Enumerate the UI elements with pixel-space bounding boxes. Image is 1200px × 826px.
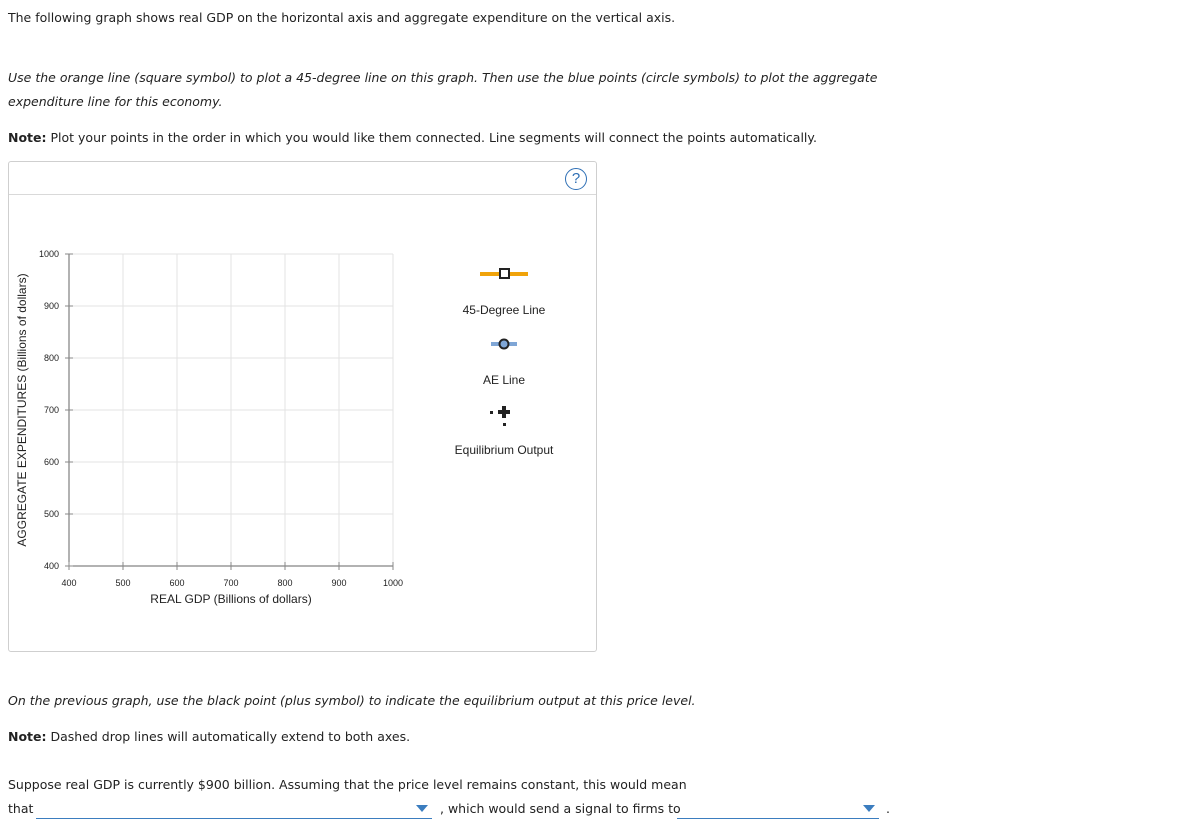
graph-panel [8,161,597,652]
help-button[interactable]: ? [565,168,587,190]
square-marker-icon [500,269,509,278]
legend-ae-line-label: AE Line [482,373,526,387]
question-middle: , which would send a signal to firms to [440,801,681,816]
chevron-down-icon [863,805,875,812]
instruction-equilibrium: On the previous graph, use the black point (plus symbol) to indicate the equilibrium output at this price level. [8,693,696,708]
x-tick-label: 1000 [382,578,404,588]
y-axis-title: AGGREGATE EXPENDITURES (Billions of dollars) [15,273,29,547]
gdp-situation-dropdown[interactable] [36,798,432,819]
circle-marker-icon [500,340,509,349]
y-tick-label: 600 [43,457,59,467]
x-tick-label: 500 [115,578,131,588]
note-text: Dashed drop lines will automatically extend to both axes. [46,729,411,744]
x-tick-label: 400 [61,578,77,588]
plus-marker-icon-v [502,406,506,418]
x-tick-label: 700 [223,578,239,588]
x-tick-label: 600 [169,578,185,588]
legend-equilibrium-tool[interactable] [490,406,510,426]
y-tick-label: 700 [43,405,59,415]
y-tick-label: 1000 [38,249,59,259]
note-label: Note: [8,729,47,744]
note-drop-lines [8,729,410,744]
drop-line-dot-icon [503,423,506,426]
y-tick-label: 900 [43,301,59,311]
chevron-down-icon [416,805,428,812]
graph-canvas[interactable] [9,162,596,651]
question-that: that [8,801,34,816]
y-tick-label: 400 [43,561,59,571]
legend-45-degree-tool[interactable] [480,269,528,278]
question-line-1: Suppose real GDP is currently $900 billion. Assuming that the price level remains constant, this would mean [8,777,687,792]
legend-45-degree-label: 45-Degree Line [462,303,546,317]
note-text: Plot your points in the order in which you would like them connected. Line segments will connect the points automatically. [46,130,817,145]
y-tick-label: 800 [43,353,59,363]
x-axis-title: REAL GDP (Billions of dollars) [150,592,312,606]
drop-line-dot-icon [490,411,493,414]
firm-signal-dropdown[interactable] [677,798,879,819]
instruction-line-1: Use the orange line (square symbol) to plot a 45-degree line on this graph. Then use the blue points (circle symbols) to plot the aggregate [8,70,878,85]
chart-grid [69,254,393,566]
legend [455,269,554,457]
x-tick-label: 800 [277,578,293,588]
intro-text: The following graph shows real GDP on the horizontal axis and aggregate expenditure on the vertical axis. [8,10,676,25]
legend-equilibrium-label: Equilibrium Output [454,443,554,457]
instruction-line-2: expenditure line for this economy. [8,94,223,109]
note-label: Note: [8,130,47,145]
note-plot-order [8,130,817,145]
chart-ticks [39,249,403,588]
question-end: . [886,801,890,816]
y-tick-label: 500 [43,509,59,519]
x-tick-label: 900 [331,578,347,588]
legend-ae-line-tool[interactable] [491,340,517,349]
